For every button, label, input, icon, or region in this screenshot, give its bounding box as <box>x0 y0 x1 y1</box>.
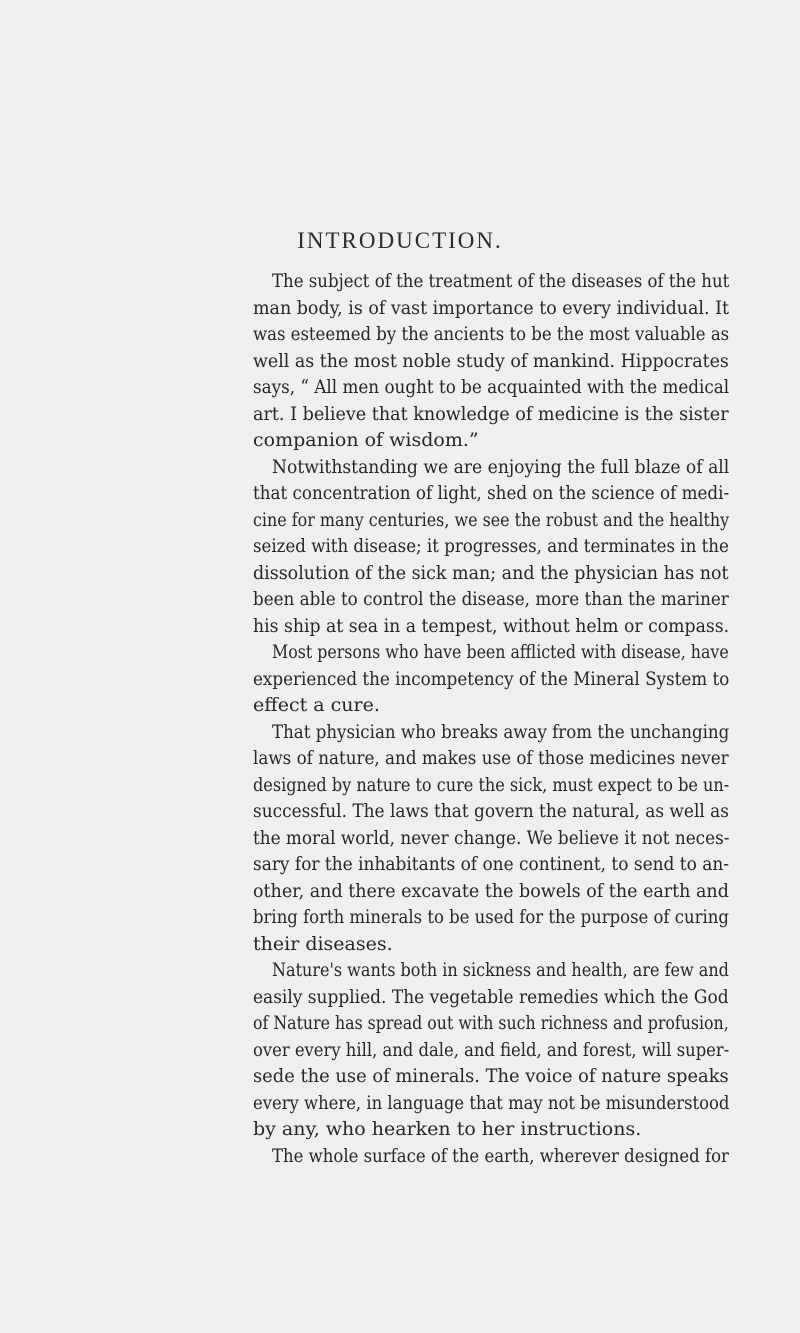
text-line: by any, who hearken to her instructions. <box>253 1118 642 1140</box>
text-line: cine for many centuries, we see the robust and the healthy <box>253 508 730 531</box>
text-line: says, “ All men ought to be acquainted with the medical <box>253 376 730 398</box>
text-line: easily supplied. The vegetable remedies which the God <box>253 985 729 1008</box>
text-line: of Nature has spread out with such richness and profusion, <box>253 1012 729 1034</box>
text-line: laws of nature, and makes use of those medicines never <box>253 747 729 769</box>
text-line: art. I believe that knowledge of medicine is the sister <box>253 402 729 425</box>
text-line: The subject of the treatment of the diseases of the hut <box>272 270 730 292</box>
text-line: sede the use of minerals. The voice of nature speaks <box>253 1065 729 1087</box>
text-line: over every hill, and dale, and field, and forest, will super- <box>253 1038 730 1061</box>
text-line: companion of wisdom.” <box>253 429 479 451</box>
text-line: sary for the inhabitants of one continent, to send to an- <box>253 853 730 875</box>
text-line: experienced the incompetency of the Mineral System to <box>253 667 730 690</box>
text-line: Notwithstanding we are enjoying the full blaze of all <box>272 455 730 478</box>
text-line: designed by nature to cure the sick, must expect to be un- <box>253 773 730 796</box>
page-heading: INTRODUCTION. <box>297 228 503 253</box>
text-line: successful. The laws that govern the natural, as well as <box>253 800 729 822</box>
text-line: every where, in language that may not be misunderstood <box>253 1091 730 1114</box>
text-line: man body, is of vast importance to every individual. It <box>253 296 730 319</box>
text-line: was esteemed by the ancients to be the most valuable as <box>253 323 730 345</box>
text-line: been able to control the disease, more than the mariner <box>253 588 729 610</box>
text-line: dissolution of the sick man; and the physician has not <box>253 561 729 584</box>
text-line: well as the most noble study of mankind. Hippocrates <box>253 349 729 372</box>
text-line: the moral world, never change. We believe it not neces- <box>253 826 730 849</box>
text-line: seized with disease; it progresses, and terminates in the <box>253 535 729 557</box>
text-line: that concentration of light, shed on the science of medi- <box>253 482 730 504</box>
text-line: Nature's wants both in sickness and health, are few and <box>272 959 729 981</box>
text-line: effect a cure. <box>253 694 380 716</box>
text-line: bring forth minerals to be used for the purpose of curing <box>253 906 729 928</box>
text-line: their diseases. <box>253 932 393 955</box>
text-line: That physician who breaks away from the unchanging <box>272 720 730 743</box>
text-line: other, and there excavate the bowels of the earth and <box>253 879 729 902</box>
text-line: his ship at sea in a tempest, without helm or compass. <box>253 614 730 637</box>
text-line: The whole surface of the earth, wherever designed for <box>272 1144 729 1167</box>
text-line: Most persons who have been afflicted with disease, have <box>272 641 729 663</box>
